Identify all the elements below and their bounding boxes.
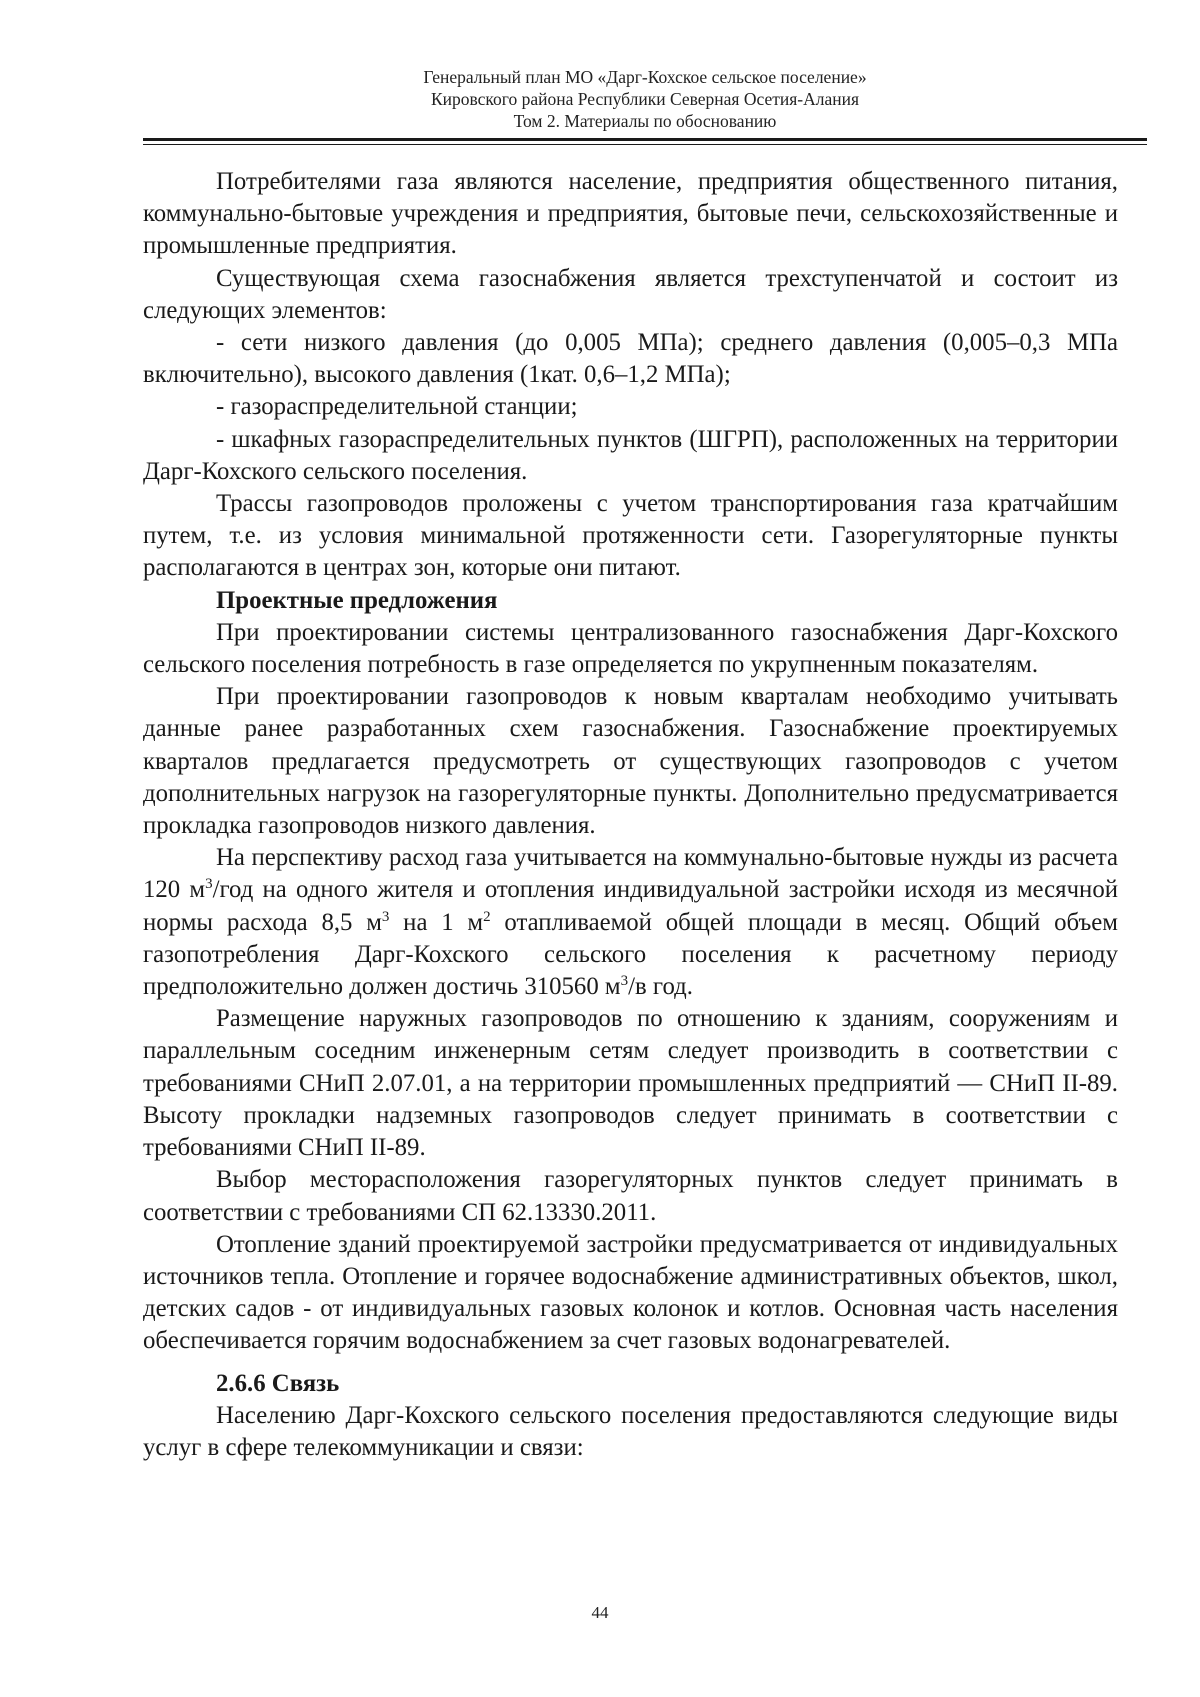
header-rule-thick [143,138,1147,141]
paragraph-heating: Отопление зданий проектируемой застройки предусматривается от индивидуальных источников тепла. Отопление и горячее водоснабжение административных объектов, школ, детских садов - от индивидуальных газовых колонок и котлов. Основная часть населения обеспечивается горячим водоснабжением за счет газовых водонагревателей. [143,1230,1118,1355]
superscript-3a: 3 [205,876,213,893]
consumption-text-d: отапливаемой общей площади в месяц. Общий объем газопотребления Дарг-Кохского сельского поселения к расчетному периоду предположительно должен достичь 310560 м [143,908,1118,1001]
consumption-text-b: /год на одного жителя и отопления индивидуальной застройки исходя из месячной нормы расхода 8,5 м [143,876,1118,936]
paragraph-regulator-points: Выбор месторасположения газорегуляторных пунктов следует принимать в соответствии с требованиями СП 62.13330.2011. [143,1166,1118,1226]
paragraph-placement: Размещение наружных газопроводов по отношению к зданиям, сооружениям и параллельным соседним инженерным сетям следует производить в соответствии с требованиями СНиП 2.07.01, а на территории промышленных предприятий — СНиП II-89. Высоту прокладки надземных газопроводов следует принимать в соответствии с требованиями СНиП II-89. [143,1005,1118,1162]
superscript-3b: 3 [381,908,390,925]
paragraph-telecom: Населению Дарг-Кохского сельского поселения предоставляются следующие виды услуг в сфере телекоммуникации и связи: [143,1401,1118,1461]
paragraph-new-quarters: При проектировании газопроводов к новым кварталам необходимо учитывать данные ранее разработанных схем газоснабжения. Газоснабжение проектируемых кварталов предлагается предусмотреть от существующих газопроводов с учетом дополнительных нагрузок на газорегуляторные пункты. Дополнительно предусматривается прокладка газопроводов низкого давления. [143,683,1118,840]
header-line-1: Генеральный план МО «Дарг-Кохское сельское поселение» [423,67,867,87]
paragraph-consumption [143,842,1118,1003]
superscript-3c: 3 [620,973,629,990]
paragraph-consumers: Потребителями газа являются население, предприятия общественного питания, коммунально-бытовые учреждения и предприятия, бытовые печи, сельскохозяйственные и промышленные предприятия. [143,168,1118,260]
header-line-2: Кировского района Республики Северная Осетия-Алания [430,89,860,109]
list-item-networks: - сети низкого давления (до 0,005 МПа); среднего давления (0,005–0,3 МПа включительно), высокого давления (1кат. 0,6–1,2 МПа); [143,329,1118,389]
consumption-text-c: на 1 м [389,908,484,936]
paragraph-demand: При проектировании системы централизованного газоснабжения Дарг-Кохского сельского поселения потребность в газе определяется по укрупненным показателям. [143,618,1118,679]
paragraph-scheme: Существующая схема газоснабжения является трехступенчатой и состоит из следующих элементов: [143,264,1118,324]
body-text [143,166,1118,1464]
list-item-station: - газораспределительной станции; [216,393,578,421]
consumption-text-e: /в год. [628,973,693,1001]
header-rule-thin [143,144,1147,145]
paragraph-routes: Трассы газопроводов проложены с учетом транспортирования газа кратчайшим путем, т.е. из условия минимальной протяженности сети. Газорегуляторные пункты располагаются в центрах зон, которые они питают. [143,490,1118,582]
heading-communication: 2.6.6 Связь [216,1369,340,1397]
list-item-cabinets: - шкафных газораспределительных пунктов (ШГРП), расположенных на территории Дарг-Кохского сельского поселения. [143,425,1118,485]
page-number: 44 [591,1603,609,1622]
header-line-3: Том 2. Материалы по обоснованию [513,111,777,131]
consumption-text-a: На перспективу расход газа учитывается на коммунально-бытовые нужды из расчета 120 м [143,844,1118,904]
superscript-2: 2 [483,908,491,925]
running-header [143,66,1147,132]
heading-proposals: Проектные предложения [216,586,498,614]
